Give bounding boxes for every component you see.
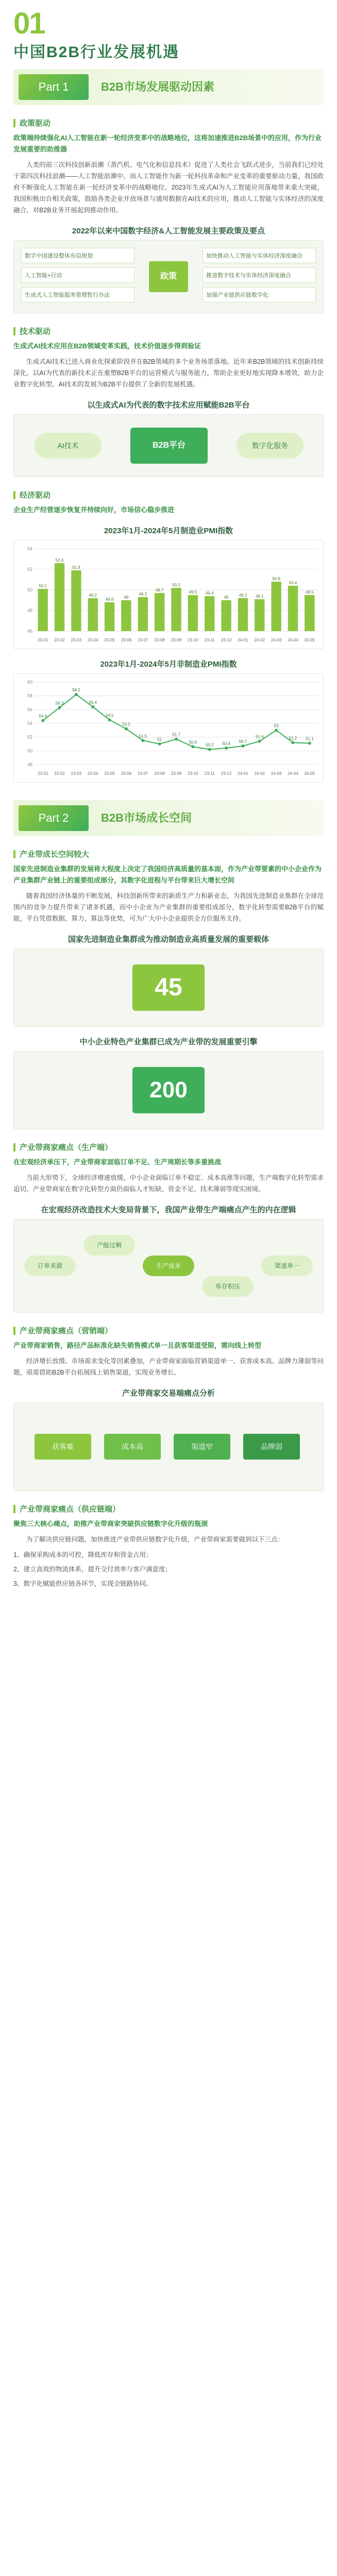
data-label: 49.4	[205, 591, 214, 596]
chapter-number: 01	[13, 7, 45, 40]
bar	[288, 586, 298, 631]
x-tick-label: 23-02	[54, 638, 65, 642]
fig2-left-node: AI技术	[35, 433, 102, 459]
data-label: 49.5	[306, 590, 314, 595]
bar	[171, 588, 181, 631]
x-tick-label: 23-11	[204, 771, 215, 776]
fig4-title: 中小企业特色产业集群已成为产业带的发展重要引擎	[79, 1038, 258, 1046]
policy-highlight: 政策端持续强化AI人工智能在新一轮经济变革中的战略地位，这将加速推进B2B场景中的应用，作为行业发展重要的助推器	[13, 134, 322, 153]
data-label: 54.4	[39, 714, 47, 719]
data-label: 49.2	[239, 593, 247, 598]
point	[158, 742, 161, 745]
data-label: 52.6	[55, 558, 64, 563]
y-tick-label: 52	[27, 567, 32, 572]
point	[225, 747, 228, 750]
data-label: 51.9	[72, 565, 80, 570]
x-tick-label: 23-07	[138, 638, 148, 642]
fig5-node: 生产成本	[143, 1256, 194, 1276]
data-label: 50.2	[172, 583, 180, 587]
point	[75, 693, 78, 696]
y-tick-label: 50	[27, 748, 32, 754]
data-label: 50.4	[289, 581, 297, 585]
x-tick-label: 24-04	[288, 638, 298, 642]
x-tick-label: 23-12	[221, 638, 232, 642]
data-label: 50.8	[272, 577, 280, 581]
point	[125, 727, 128, 731]
data-label: 49	[224, 595, 229, 600]
x-tick-label: 24-04	[288, 771, 298, 776]
part2-title: B2B市场成长空间	[101, 811, 192, 824]
fig3-number: 45	[132, 964, 205, 1011]
part2-banner	[13, 800, 324, 836]
x-tick-label: 23-06	[121, 638, 132, 642]
ind-highlight: 在宏观经济承压下，产业带商家面临订单不足、生产周期长等多重挑战	[13, 1158, 222, 1166]
bar	[238, 598, 248, 631]
x-tick-label: 23-11	[204, 638, 215, 642]
data-label: 53	[274, 723, 279, 728]
bar	[121, 600, 131, 631]
data-label: 58.2	[72, 688, 80, 692]
x-tick-label: 24-03	[271, 771, 282, 776]
data-label: 49.5	[189, 590, 197, 595]
y-tick-label: 58	[27, 693, 32, 699]
fig5-diagram	[13, 1219, 324, 1313]
ind2-para: 经济增长放缓、市场需求变化等因素叠加，产业带商家面临营销渠道单一、获客成本高、品牌力薄弱等问题，亟需借助B2B平台拓展线上销售渠道，实现业务增长。	[13, 1358, 324, 1376]
x-tick-label: 24-01	[238, 638, 248, 642]
chart2-svg	[14, 674, 323, 782]
ind3-para: 为了解决供应链问题，加快推进产业带供应链数字化升级，产业带商家需要做到以下三点：	[26, 1536, 284, 1543]
ind3-highlight: 聚焦三大核心痛点，助推产业带商家突破供应链数字化升级的瓶颈	[13, 1520, 208, 1528]
growth-heading: 产业带成长空间较大	[13, 849, 324, 859]
data-label: 56.3	[55, 701, 64, 706]
fig2-diagram	[13, 414, 324, 477]
fig5-title: 在宏观经济改造技术大变局背景下，我国产业带生产端痛点产生的内在逻辑	[41, 1206, 296, 1214]
x-tick-label: 23-12	[221, 771, 232, 776]
point	[191, 745, 194, 748]
data-label: 56.4	[89, 700, 97, 705]
chart2-title: 2023年1月-2024年5月非制造业PMI指数	[100, 660, 237, 669]
ind2-heading: 产业带商家痛点（营销端）	[13, 1325, 324, 1336]
data-label: 50.2	[205, 742, 214, 748]
bar	[55, 563, 64, 631]
x-tick-label: 23-03	[71, 638, 82, 642]
data-label: 51.5	[139, 734, 147, 739]
x-tick-label: 24-02	[254, 771, 265, 776]
x-tick-label: 23-10	[188, 771, 198, 776]
fig5-node: 库存积压	[202, 1276, 254, 1297]
fig2-right-node: 数字化服务	[237, 433, 304, 459]
fig1-left-item: 生成式人工智能服务管理暂行办法	[21, 287, 134, 302]
x-tick-label: 23-07	[138, 771, 148, 776]
y-tick-label: 46	[27, 629, 32, 634]
part1-badge: Part 1	[19, 74, 89, 100]
bar	[38, 589, 47, 631]
fig6-label: 获客难	[35, 1434, 91, 1460]
series-line	[43, 694, 310, 750]
fig1-center: 政策	[149, 261, 188, 292]
x-tick-label: 23-08	[154, 638, 165, 642]
chart1-title: 2023年1月-2024年5月制造业PMI指数	[104, 527, 233, 535]
chart2-container	[13, 673, 324, 783]
x-tick-label: 23-04	[88, 771, 98, 776]
policy-heading: 政策驱动	[13, 117, 324, 128]
growth-highlight: 国家先进制造业集群的发展将大程度上决定了我国经济高质量的基本面，作为产业带要素的中小企业作为产业集群产业链上的重要组成部分，其数字化进程与平台带来巨大增长空间	[13, 865, 322, 884]
part1-title: B2B市场发展驱动因素	[101, 80, 215, 93]
data-label: 50.4	[222, 741, 230, 746]
bar	[155, 593, 164, 631]
fig3-title: 国家先进制造业集群成为推动制造业高质量发展的重要载体	[68, 935, 269, 944]
fig2-title: 以生成式AI为代表的数字技术应用赋能B2B平台	[87, 401, 250, 410]
point	[241, 744, 244, 748]
y-tick-label: 56	[27, 707, 32, 713]
tech-heading: 技术驱动	[13, 326, 324, 336]
point	[208, 748, 211, 751]
fig1-right-item: 推进数字技术与实体经济深度融合	[203, 267, 316, 283]
point	[258, 740, 261, 743]
bar	[205, 596, 214, 631]
data-label: 48.8	[105, 597, 114, 602]
x-tick-label: 24-01	[238, 771, 248, 776]
chart1-svg	[14, 540, 323, 649]
part1-banner	[13, 69, 324, 105]
x-tick-label: 23-10	[188, 638, 198, 642]
data-label: 51	[157, 737, 162, 742]
data-label: 53.2	[122, 722, 130, 727]
y-tick-label: 48	[27, 762, 32, 767]
fig6-diagram	[13, 1402, 324, 1491]
bar	[105, 602, 114, 631]
point	[108, 718, 111, 721]
y-tick-label: 60	[27, 680, 32, 685]
x-tick-label: 23-06	[121, 771, 132, 776]
x-tick-label: 23-03	[71, 771, 82, 776]
data-label: 51.1	[306, 736, 314, 741]
ind-para: 当前大形势下，全球经济增速放缓，中小企业面临订单不稳定、成本高涨等问题，生产端数字化转型需求迫切。产业带商家在数字化转型方面仍面临人才短缺、资金不足、技术薄弱等现实困境。	[13, 1174, 324, 1193]
y-tick-label: 50	[27, 587, 32, 592]
tech-highlight: 生成式AI技术应用在B2B领域变革实践，技术价值逐步得到验证	[13, 342, 201, 350]
y-tick-label: 54	[27, 721, 32, 726]
fig4-number: 200	[132, 1067, 205, 1113]
x-tick-label: 23-05	[104, 771, 115, 776]
fig4-diagram	[13, 1051, 324, 1129]
x-tick-label: 23-02	[54, 771, 65, 776]
fig1-diagram	[13, 240, 324, 313]
y-tick-label: 52	[27, 734, 32, 740]
point	[175, 738, 178, 741]
tech-para: 生成式AI技术已进入商业化探索阶段并在B2B领域的多个业务场景落地。近年来B2B领域的技术创新持续深化，以AI为代表的新技术正在重塑B2B平台的运营模式与服务能力，帮助企业更好地实现降本增效，助力企业数字化转型。AI技术的发展为B2B平台提供了全新的发展机遇。	[13, 358, 324, 388]
chapter-header	[0, 0, 337, 62]
ind3-bullet: 3、数字化赋能供应链各环节，实现全链路协同。	[13, 1580, 153, 1587]
growth-para: 随着我国经济体量的不断发展，科技创新所带来的新质生产力和新业态，为我国先进制造业集群在全球范围内的竞争力提升带来了诸多机遇，而中小企业为产业集群的重要组成部分，数字化转型需要B2B平台的赋能，平台凭借数据、算力、算法等优势，可为广大中小企业提供全方位服务支持。	[13, 892, 324, 922]
ind3-bullet: 2、建立高效的物流体系，提升交付效率与客户满意度；	[13, 1566, 172, 1573]
point	[91, 705, 94, 708]
data-label: 50.1	[39, 584, 47, 588]
bar	[138, 597, 148, 631]
ind3-heading: 产业带商家痛点（供应链端）	[13, 1503, 324, 1514]
x-tick-label: 24-03	[271, 638, 282, 642]
bar	[221, 600, 231, 631]
point	[141, 739, 144, 742]
econ-highlight: 企业生产经营逐步恢复并持续向好，市场信心稳步推进	[13, 506, 175, 514]
ind-heading: 产业带商家痛点（生产端）	[13, 1142, 324, 1153]
point	[275, 728, 278, 732]
data-label: 49.7	[155, 588, 164, 592]
fig5-node: 渠道单一	[261, 1256, 313, 1276]
fig1-left-list	[21, 248, 134, 302]
data-label: 51.4	[255, 734, 264, 739]
fig1-left-item: 数字中国建设整体布局规划	[21, 248, 134, 263]
x-tick-label: 23-05	[104, 638, 115, 642]
fig6-title: 产业带商家交易端痛点分析	[122, 1389, 215, 1398]
fig6-label: 渠道窄	[174, 1434, 230, 1460]
policy-para: 人类的前三次科技创新浪潮（蒸汽机、电气化和信息技术）促进了人类社会飞跃式进步，当前我们已经处于第四次科技浪潮——人工智能浪潮中。而人工智能作为新一轮科技革命和产业变革的重要驱动力量，我国政府不断强化人工智能在新一轮经济变革中的战略地位。2023年生成式AI为人工智能应用落地带来重大突破，我国积极出台相关政策，鼓励各类企业开放场景与通用数据在AI技术的应用，推动人工智能与实体经济的深度融合，对B2B业务开展起到推动作用。	[13, 161, 324, 214]
data-label: 50.7	[239, 739, 247, 744]
data-label: 51.2	[289, 736, 297, 741]
data-label: 49	[124, 595, 129, 600]
fig1-title: 2022年以来中国数字经济&人工智能发展主要政策及要点	[72, 227, 265, 235]
fig1-right-item: 加强产业链供应链数字化	[203, 287, 316, 302]
point	[291, 741, 294, 744]
fig6-label: 成本高	[104, 1434, 161, 1460]
fig5-node: 产能过剩	[83, 1235, 135, 1256]
data-label: 49.1	[255, 594, 264, 599]
x-tick-label: 23-01	[37, 771, 48, 776]
data-label: 49.3	[139, 592, 147, 597]
ind3-bullet: 1、确保采购成本的可控，降低库存和资金占用；	[13, 1551, 153, 1558]
fig6-label: 品牌弱	[243, 1434, 300, 1460]
y-tick-label: 48	[27, 608, 32, 613]
bar	[271, 582, 281, 631]
data-label: 54.5	[105, 713, 114, 718]
x-tick-label: 23-09	[171, 638, 182, 642]
x-tick-label: 23-04	[88, 638, 98, 642]
bar	[71, 570, 81, 631]
fig5-node: 订单来源	[24, 1256, 76, 1276]
bar	[188, 595, 198, 631]
data-label: 51.7	[172, 732, 180, 737]
fig1-left-item: 人工智能+行动	[21, 267, 134, 283]
point	[308, 742, 311, 745]
data-label: 50.6	[189, 740, 197, 745]
econ-heading: 经济驱动	[13, 489, 324, 500]
point	[58, 706, 61, 709]
fig2-mid-node: B2B平台	[130, 428, 208, 464]
y-tick-label: 54	[27, 546, 32, 551]
x-tick-label: 23-09	[171, 771, 182, 776]
fig1-right-list	[203, 248, 316, 302]
bar	[88, 598, 98, 631]
x-tick-label: 23-08	[154, 771, 165, 776]
x-tick-label: 24-05	[304, 771, 315, 776]
chapter-title: 中国B2B行业发展机遇	[13, 44, 180, 61]
x-tick-label: 23-01	[37, 638, 48, 642]
point	[41, 719, 44, 722]
x-tick-label: 24-05	[304, 638, 315, 642]
x-tick-label: 24-02	[254, 638, 265, 642]
fig3-diagram	[13, 948, 324, 1027]
ind2-highlight: 产业带商家销售，路径产品标准化缺失销售模式单一且获客渠道受限，需向线上转型	[13, 1342, 262, 1349]
bar	[305, 595, 314, 631]
data-label: 49.2	[89, 593, 97, 598]
bar	[255, 599, 264, 631]
fig1-right-item: 加快推动人工智能与实体经济深度融合	[203, 248, 316, 263]
chart1-container	[13, 540, 324, 649]
part2-badge: Part 2	[19, 805, 89, 831]
